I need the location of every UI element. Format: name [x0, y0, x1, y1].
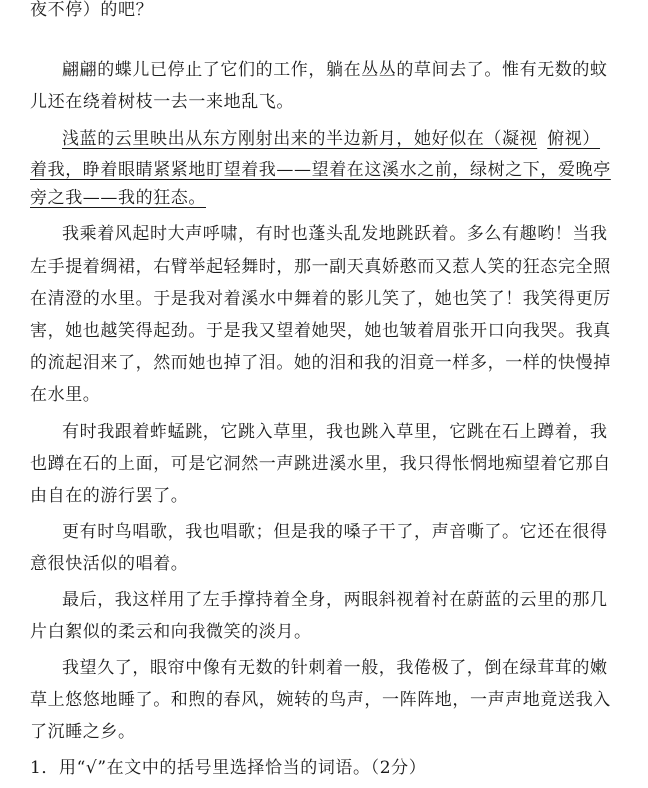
paragraph-start-line: 最后，我这样用了左手撑持着全身，两眼斜视着衬在蔚蓝的云里的那几 — [62, 590, 608, 610]
text-line: 草上悠悠地睡了。和煦的春风，婉转的鸟声，一阵阵地，一声声地竟送我入 — [30, 690, 611, 710]
text-line: 片白絮似的柔云和向我微笑的淡月。 — [30, 622, 312, 642]
paragraph-start-line: 翩翩的蝶儿已停止了它们的工作，躺在丛丛的草间去了。惟有无数的蚊 — [62, 60, 608, 80]
text-line: 在清澄的水里。于是我对着溪水中舞着的影儿笑了，她也笑了！我笑得更厉 — [30, 289, 611, 309]
underlined-text: 浅蓝的云里映出从东方刚射出来的半边新月，她好似在（凝视 — [62, 129, 538, 149]
underlined-paragraph-start-line — [62, 129, 648, 149]
text-line: 儿还在绕着树枝一去一来地乱飞。 — [30, 92, 294, 112]
underlined-text-line: 旁之我——我的狂态。 — [30, 188, 206, 208]
underlined-text-line: 着我，睁着眼睛紧紧地盯望着我——望着在这溪水之前，绿树之下，爱晚亭 — [30, 160, 611, 180]
text-line: 在水里。 — [30, 385, 101, 405]
paragraph-start-line: 我乘着风起时大声呼啸，有时也蓬头乱发地跳跃着。多么有趣哟！当我 — [62, 224, 608, 244]
text-line: 也蹲在石的上面，可是它洞然一声跳进溪水里，我只得怅惘地痴望着它那自 — [30, 454, 611, 474]
paragraph-start-line: 更有时鸟唱歌，我也唱歌；但是我的嗓子干了，声音嘶了。它还在很得 — [62, 522, 608, 542]
text-line: 的流起泪来了，然而她也掉了泪。她的泪和我的泪竟一样多，一样的快慢掉 — [30, 353, 611, 373]
text-line: 害，她也越笑得起劲。于是我又望着她哭，她也皱着眉张开口向我哭。我真 — [30, 321, 611, 341]
text-line: 了沉睡之乡。 — [30, 722, 136, 742]
question-line: 1．用“√”在文中的括号里选择恰当的词语。（2分） — [30, 758, 427, 778]
paragraph-start-line: 有时我跟着蚱蜢跳，它跳入草里，我也跳入草里，它跳在石上蹲着，我 — [62, 422, 608, 442]
paragraph-start-line: 我望久了，眼帘中像有无数的针刺着一般，我倦极了，倒在绿茸茸的嫩 — [62, 658, 608, 678]
text-line: 由自在的游行罢了。 — [30, 486, 189, 506]
text-line: 左手提着绸裙，右臂举起轻舞时，那一副天真娇憨而又惹人笑的狂态完全照 — [30, 257, 611, 277]
text-line: 夜不停）的吧？ — [30, 0, 154, 20]
text-line: 意很快活似的唱着。 — [30, 554, 189, 574]
underlined-text: 俯视） — [547, 129, 601, 149]
